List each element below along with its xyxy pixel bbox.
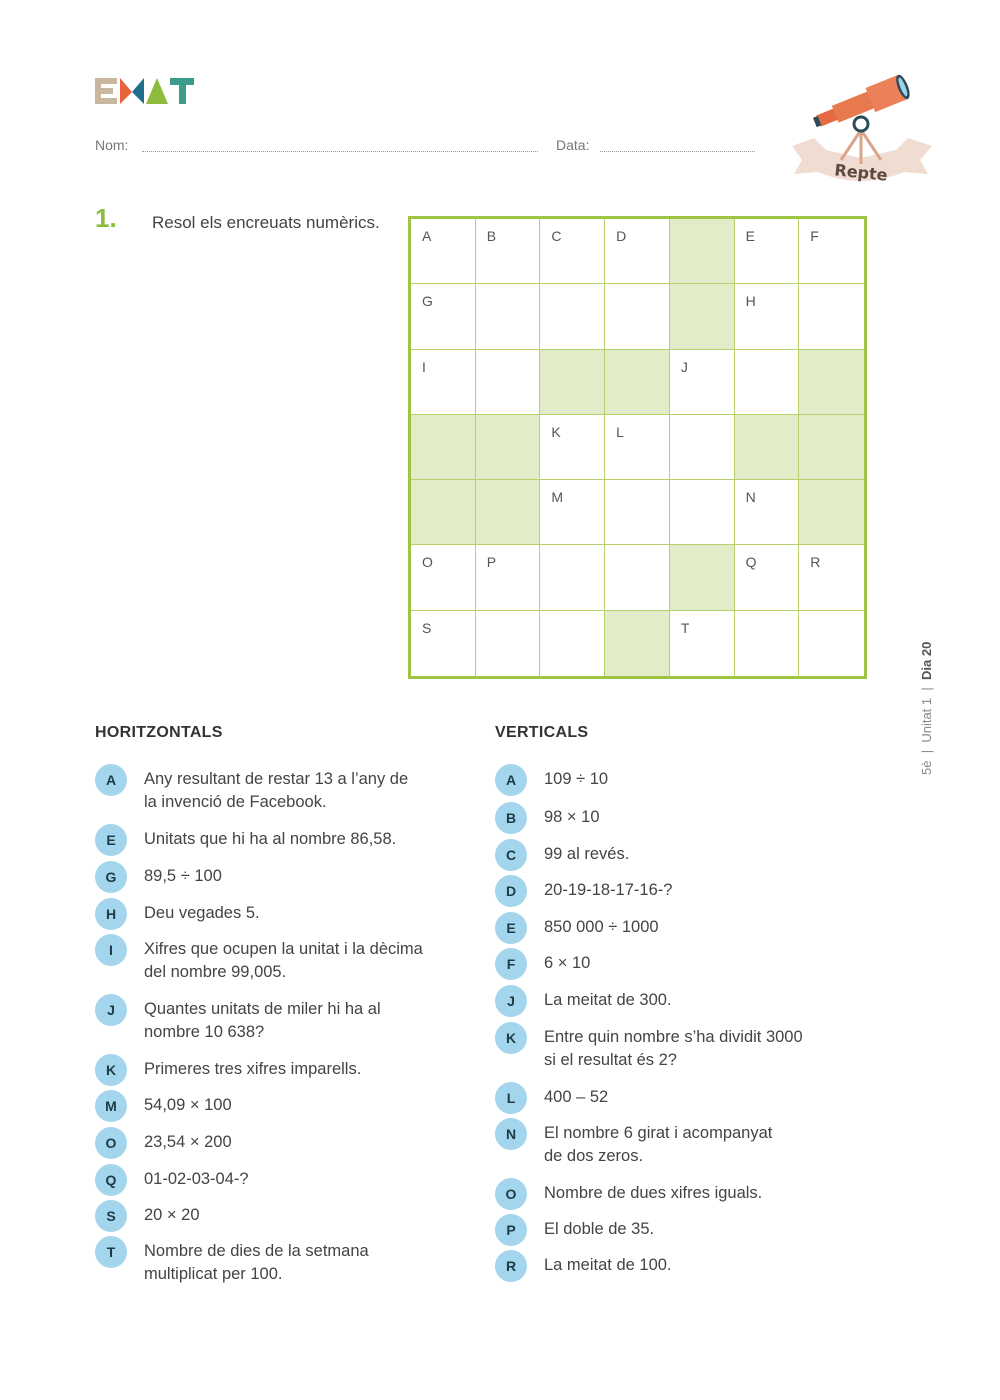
horizontal-clue <box>95 902 260 930</box>
crossword-cell[interactable] <box>670 611 735 676</box>
crossword-cell[interactable] <box>605 545 670 610</box>
clue-text: 98 × 10 <box>544 808 600 826</box>
crossword-cell[interactable] <box>799 284 864 349</box>
horizontal-clue <box>95 828 396 856</box>
clue-text: 20-19-18-17-16-? <box>544 881 673 899</box>
crossword-cell[interactable] <box>670 480 735 545</box>
name-field[interactable] <box>142 151 538 152</box>
clue-text: 89,5 ÷ 100 <box>144 867 222 885</box>
crossword-cell[interactable] <box>799 219 864 284</box>
clue-text: Primeres tres xifres imparells. <box>144 1060 362 1078</box>
horizontal-clue <box>95 768 408 814</box>
crossword-cell-label: Q <box>745 554 757 571</box>
clue-letter-badge: N <box>495 1118 527 1150</box>
clue-letter-badge: A <box>95 764 127 796</box>
crossword-cell-label: J <box>680 358 688 375</box>
crossword-cell-label: P <box>486 554 497 571</box>
vertical-clue <box>495 952 590 980</box>
clue-text: Nombre de dues xifres iguals. <box>544 1184 763 1202</box>
crossword-cell[interactable] <box>476 611 541 676</box>
crossword-cell-label: L <box>616 423 624 440</box>
telescope-icon <box>810 73 912 135</box>
clue-letter-badge: C <box>495 839 527 871</box>
clue-text: Xifres que ocupen la unitat i la dècima del nombre 99,005. <box>144 940 423 981</box>
side-tab-separator: | <box>919 687 934 691</box>
crossword-cell-label: E <box>745 228 755 244</box>
crossword-cell-label: O <box>422 554 433 571</box>
clue-text: La meitat de 100. <box>544 1256 672 1274</box>
clue-letter-badge: M <box>95 1090 127 1122</box>
logo-letter-a <box>146 78 168 104</box>
crossword-cell-label: F <box>810 228 819 244</box>
clue-text: Unitats que hi ha al nombre 86,58. <box>144 830 397 848</box>
side-tab-day: Dia 20 <box>919 641 934 680</box>
crossword-cell[interactable] <box>670 350 735 415</box>
clue-text: Entre quin nombre s’ha dividit 3000 si el resultat és 2? <box>544 1028 803 1069</box>
clue-letter-badge: D <box>495 875 527 907</box>
clue-letter-badge: L <box>495 1082 527 1114</box>
clue-text: 20 × 20 <box>144 1206 200 1224</box>
crossword-cell[interactable] <box>476 284 541 349</box>
horizontal-clue <box>95 1240 369 1286</box>
crossword-cell[interactable] <box>411 545 476 610</box>
crossword-cell[interactable] <box>605 284 670 349</box>
tripod-joint <box>854 117 868 131</box>
crossword-cell[interactable] <box>411 284 476 349</box>
crossword-cell[interactable] <box>540 480 605 545</box>
clue-text: Quantes unitats de miler hi ha al nombre 10 638? <box>144 1000 381 1041</box>
clue-text: Any resultant de restar 13 a l’any de la invenció de Facebook. <box>144 770 409 811</box>
clue-text: La meitat de 300. <box>544 991 672 1009</box>
side-tab-separator: | <box>919 749 934 754</box>
clue-text: 23,54 × 200 <box>144 1133 232 1151</box>
clue-letter-badge: H <box>95 898 127 930</box>
tripod-leg <box>861 130 881 160</box>
horizontals-title: HORITZONTALS <box>95 724 223 741</box>
crossword-cell[interactable] <box>540 284 605 349</box>
clue-text: 01-02-03-04-? <box>144 1170 249 1188</box>
horizontal-clue <box>95 998 381 1044</box>
crossword-cell[interactable] <box>605 415 670 480</box>
clue-letter-badge: E <box>495 912 527 944</box>
emat-logo-mark <box>95 78 195 104</box>
clue-text: El nombre 6 girat i acompanyat de dos zeros. <box>544 1124 773 1165</box>
crossword-blocked-cell <box>799 350 864 415</box>
crossword-cell[interactable] <box>476 219 541 284</box>
crossword-blocked-cell <box>799 415 864 480</box>
crossword-blocked-cell <box>670 545 735 610</box>
horizontal-clue <box>95 1131 232 1159</box>
crossword-cell[interactable] <box>799 611 864 676</box>
crossword-cell[interactable] <box>605 480 670 545</box>
crossword-cell[interactable] <box>605 219 670 284</box>
crossword-cell[interactable] <box>540 219 605 284</box>
date-label: Data: <box>556 137 590 153</box>
crossword-cell[interactable] <box>735 350 800 415</box>
clue-text: Nombre de dies de la setmana multiplicat per 100. <box>144 1242 369 1283</box>
crossword-blocked-cell <box>411 415 476 480</box>
vertical-clue <box>495 916 659 944</box>
crossword-cell-label: B <box>486 228 497 244</box>
crossword-cell-label: K <box>551 423 561 440</box>
crossword-cell-label: H <box>745 293 756 310</box>
tripod-leg <box>841 130 861 160</box>
crossword-blocked-cell <box>605 611 670 676</box>
crossword-cell-label: C <box>551 228 562 244</box>
vertical-clue <box>495 768 608 796</box>
emat-logo <box>95 78 195 104</box>
verticals-title: VERTICALS <box>495 724 589 741</box>
crossword-cell[interactable] <box>735 545 800 610</box>
clue-letter-badge: O <box>495 1178 527 1210</box>
vertical-clue <box>495 1122 772 1168</box>
crossword-cell[interactable] <box>540 415 605 480</box>
clue-letter-badge: J <box>95 994 127 1026</box>
vertical-clue <box>495 1086 608 1114</box>
clue-letter-badge: S <box>95 1200 127 1232</box>
side-tab-unit: Unitat 1 <box>919 697 934 743</box>
vertical-clue <box>495 879 672 907</box>
crossword-cell[interactable] <box>476 350 541 415</box>
vertical-clue <box>495 1026 803 1072</box>
vertical-clue <box>495 1182 762 1210</box>
crossword-blocked-cell <box>476 480 541 545</box>
page-side-tab <box>919 642 934 775</box>
crossword-cell[interactable] <box>799 545 864 610</box>
crossword-cell-label: R <box>810 554 821 571</box>
clue-text: 400 – 52 <box>544 1088 609 1106</box>
horizontal-clue <box>95 938 423 984</box>
crossword-blocked-cell <box>670 219 735 284</box>
vertical-clue <box>495 989 672 1017</box>
clue-letter-badge: I <box>95 934 127 966</box>
crossword-blocked-cell <box>540 350 605 415</box>
crossword-cell-label: S <box>422 619 432 636</box>
clue-text: 6 × 10 <box>544 954 591 972</box>
clue-letter-badge: T <box>95 1236 127 1268</box>
crossword-cell[interactable] <box>735 219 800 284</box>
crossword-cell-label: A <box>422 228 432 244</box>
logo-letter-m <box>120 78 144 104</box>
vertical-clue <box>495 806 600 834</box>
horizontal-clue <box>95 1094 232 1122</box>
vertical-clue <box>495 1254 672 1282</box>
crossword-cell-label: D <box>616 228 627 244</box>
crossword-blocked-cell <box>799 480 864 545</box>
clue-letter-badge: G <box>95 861 127 893</box>
crossword-blocked-cell <box>735 415 800 480</box>
crossword-cell[interactable] <box>670 415 735 480</box>
crossword-cell-label: I <box>422 358 426 375</box>
clue-text: 109 ÷ 10 <box>544 770 609 788</box>
clue-letter-badge: R <box>495 1250 527 1282</box>
exercise-number: 1. <box>95 203 117 233</box>
repte-label: Repte <box>833 160 889 185</box>
clue-text: Deu vegades 5. <box>144 904 260 922</box>
clue-letter-badge: A <box>495 764 527 796</box>
exercise-instruction: Resol els encreuats numèrics. <box>152 213 380 232</box>
clue-letter-badge: E <box>95 824 127 856</box>
crossword-cell[interactable] <box>735 611 800 676</box>
name-label: Nom: <box>95 137 129 153</box>
clue-letter-badge: K <box>95 1054 127 1086</box>
crossword-cell[interactable] <box>411 219 476 284</box>
crossword-cell-label: T <box>680 619 690 636</box>
clue-letter-badge: F <box>495 948 527 980</box>
clue-letter-badge: J <box>495 985 527 1017</box>
crossword-blocked-cell <box>670 284 735 349</box>
crossword-cell-label: N <box>745 489 756 506</box>
clue-letter-badge: K <box>495 1022 527 1054</box>
horizontal-clue <box>95 1058 361 1086</box>
crossword-grid <box>408 216 867 679</box>
crossword-blocked-cell <box>605 350 670 415</box>
crossword-cell[interactable] <box>476 545 541 610</box>
clue-text: 54,09 × 100 <box>144 1096 232 1114</box>
logo-letter-t <box>170 78 194 104</box>
crossword-cell[interactable] <box>411 611 476 676</box>
clue-text: 99 al revés. <box>544 845 630 863</box>
crossword-cell[interactable] <box>540 611 605 676</box>
clue-letter-badge: B <box>495 802 527 834</box>
horizontal-clue <box>95 1168 249 1196</box>
crossword-cell-label: G <box>422 293 433 310</box>
repte-telescope-badge <box>786 68 936 196</box>
horizontal-clue <box>95 1204 200 1232</box>
clue-text: El doble de 35. <box>544 1220 655 1238</box>
crossword-cell-label: M <box>551 489 564 506</box>
crossword-cell[interactable] <box>411 350 476 415</box>
date-field[interactable] <box>600 151 755 152</box>
vertical-clue <box>495 1218 654 1246</box>
crossword-blocked-cell <box>476 415 541 480</box>
crossword-blocked-cell <box>411 480 476 545</box>
clue-letter-badge: P <box>495 1214 527 1246</box>
clue-letter-badge: O <box>95 1127 127 1159</box>
crossword-cell[interactable] <box>735 480 800 545</box>
crossword-cell[interactable] <box>540 545 605 610</box>
clue-text: 850 000 ÷ 1000 <box>544 918 659 936</box>
vertical-clue <box>495 843 629 871</box>
clue-letter-badge: Q <box>95 1164 127 1196</box>
logo-letter-e <box>95 78 117 104</box>
horizontal-clue <box>95 865 222 893</box>
crossword-cell[interactable] <box>735 284 800 349</box>
side-tab-grade: 5è <box>919 760 934 775</box>
